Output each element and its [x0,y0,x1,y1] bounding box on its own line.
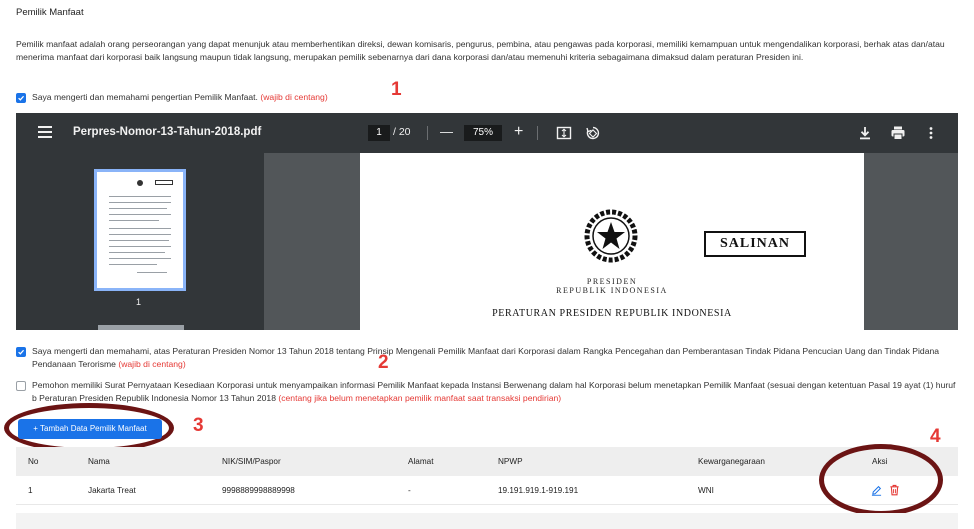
col-header-nama: Nama [88,457,110,466]
pdf-filename: Perpres-Nomor-13-Tahun-2018.pdf [73,126,262,138]
col-header-npwp: NPWP [498,457,523,466]
fit-page-icon[interactable] [556,125,572,141]
annotation-marker-4: 4 [930,426,941,447]
description-text: Pemilik manfaat adalah orang perseorangan yang dapat menunjuk atau memberhentikan direksi, dewan komisaris, pengurus, pembina, atau pengawas pada korporasi, memiliki kemampuan untuk mengendalikan korporasi, berhak atas dan/atau menerima manfaat dari korporasi baik langsung maupun tidak langsung, merupakan pemilik sebenarnya dari dana korporasi dan/atau memenuhi kriteria sebagaimana dimaksud dalam peraturan Presiden ini. [16,39,945,62]
zoom-in-button[interactable]: + [514,123,524,140]
required-note: (wajib di centang) [260,92,328,102]
rotate-icon[interactable] [585,125,601,141]
table-header [16,447,958,476]
page-footer-strip [16,513,958,529]
thumbnail-text-line [109,258,171,259]
statement-letter-checkbox[interactable] [16,381,26,391]
page-total: / 20 [393,126,411,138]
thumbnail-text-line [109,196,171,197]
toolbar-divider [537,126,538,140]
pdf-toolbar [16,113,958,153]
page-thumbnail[interactable] [94,169,186,291]
cell-nama: Jakarta Treat [88,486,136,495]
thumbnail-emblem [137,180,143,186]
regulation-agreement-label: Saya mengerti dan memahami, atas Peraturan Presiden Nomor 13 Tahun 2018 tentang Prinsip Mengenali Pemilik Manfaat dari Korporasi dalam Rangka Pencegahan dan Pemberantasan Tindak Pidana Pencucian Uang dan Tindak Pidana Pendanaan Terorisme [32,346,940,369]
thumbnail-text-line [109,252,165,253]
thumbnail-text-line [109,246,171,247]
check-icon [17,348,25,356]
pdf-page [360,153,864,330]
col-header-kewarganegaraan: Kewarganegaraan [698,457,765,466]
annotation-marker-2: 2 [378,352,389,373]
more-vert-icon[interactable] [923,125,939,141]
understand-definition-checkbox[interactable] [16,93,26,103]
required-note: (wajib di centang) [118,359,186,369]
statement-letter-label: Pemohon memiliki Surat Pernyataan Kesediaan Korporasi untuk menyampaikan informasi Pemilik Manfaat kepada Instansi Berwenang dalam hal Korporasi belum menetapkan Pemilik Manfaat (sesuai dengan ketentuan Pasal 19 ayat (1) huruf b Peraturan Presiden Republik Indonesia Nomor 13 Tahun 2018 [32,380,956,403]
annotation-highlight-4 [819,444,943,516]
beneficial-owner-table [16,447,958,505]
republik-text: REPUBLIK INDONESIA [556,286,668,295]
col-header-no: No [28,457,39,466]
cell-kewarganegaraan: WNI [698,486,714,495]
thumbnail-text-line [109,228,171,229]
zoom-out-button[interactable]: — [440,124,453,139]
regulation-agreement-checkbox[interactable] [16,347,26,357]
col-header-alamat: Alamat [408,457,434,466]
check-icon [17,94,25,102]
col-header-aksi: Aksi [872,457,888,466]
garuda-emblem-icon [581,209,641,263]
understand-definition-row[interactable] [16,91,328,104]
toolbar-divider [427,126,428,140]
thumbnail-salinan [155,180,173,185]
col-header-nik: NIK/SIM/Paspor [222,457,281,466]
thumbnail-sidebar [16,153,264,330]
understand-definition-label: Saya mengerti dan memahami pengertian Pemilik Manfaat. [32,92,258,102]
add-beneficial-owner-button[interactable]: + Tambah Data Pemilik Manfaat [18,419,162,439]
statement-letter-row[interactable] [16,379,956,405]
thumbnail-text-line [137,272,167,273]
cell-npwp: 19.191.919.1-919.191 [498,486,579,495]
thumbnail-text-line [109,214,171,215]
thumbnail-text-line [109,240,169,241]
cell-alamat: - [408,486,411,495]
thumbnail-text-line [109,220,159,221]
thumbnail-text-line [109,202,171,203]
pdf-viewer[interactable] [16,113,958,330]
cell-nik: 9998889998889998 [222,486,295,495]
menu-icon[interactable] [38,126,52,138]
zoom-input[interactable]: 75% [464,125,502,141]
statement-letter-note: (centang jika belum menetapkan pemilik manfaat saat transaksi pendirian) [278,393,562,403]
document-heading: PERATURAN PRESIDEN REPUBLIK INDONESIA [492,308,732,319]
section-title: Pemilik Manfaat [16,7,84,18]
next-thumbnail[interactable] [98,325,184,330]
annotation-marker-1: 1 [391,79,402,100]
thumbnail-page-number: 1 [136,297,142,307]
table-row [16,476,958,505]
salinan-stamp: SALINAN [704,231,806,257]
thumbnail-text-line [109,208,167,209]
regulation-agreement-row[interactable] [16,345,946,371]
annotation-marker-3: 3 [193,415,204,436]
presiden-text: PRESIDEN [586,277,638,286]
print-icon[interactable] [890,125,906,141]
cell-no: 1 [28,486,33,495]
thumbnail-text-line [109,264,157,265]
download-icon[interactable] [857,125,873,141]
thumbnail-text-line [109,234,171,235]
page-number-input[interactable]: 1 [368,125,390,141]
